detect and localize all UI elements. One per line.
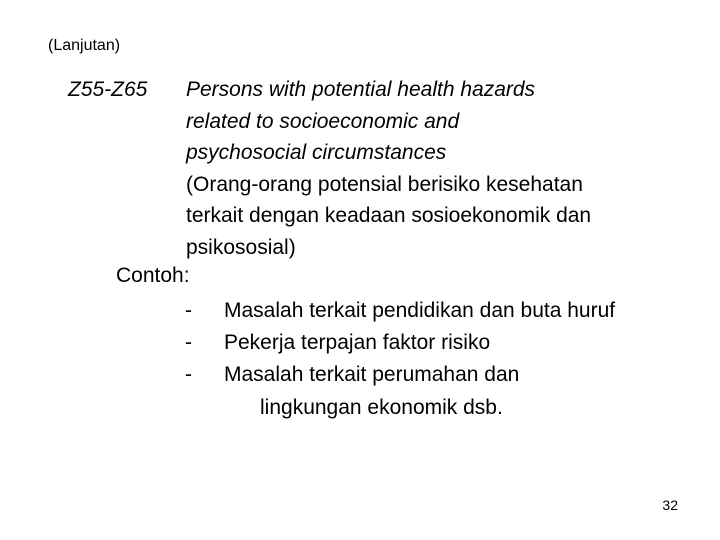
translation-line-3: psikososial)	[186, 236, 296, 259]
example-item-3-continuation: lingkungan ekonomik dsb.	[260, 396, 503, 419]
entry-title-line-1: Persons with potential health hazards	[186, 78, 536, 101]
translation-line-1: (Orang-orang potensial berisiko kesehatan	[186, 173, 583, 196]
example-item-3: Masalah terkait perumahan dan	[224, 363, 520, 386]
page-number: 32	[662, 497, 678, 513]
icd-code-range: Z55-Z65	[68, 78, 148, 101]
continued-label: (Lanjutan)	[48, 37, 121, 54]
entry-title-line-3: psychosocial circumstances	[186, 141, 447, 164]
examples-label: Contoh:	[116, 264, 190, 287]
entry-title-line-2: related to socioeconomic and	[186, 110, 460, 133]
bullet-dash: -	[185, 331, 192, 354]
bullet-dash: -	[185, 363, 192, 386]
example-item-2: Pekerja terpajan faktor risiko	[224, 331, 491, 354]
translation-line-2: terkait dengan keadaan sosioekonomik dan	[186, 204, 592, 227]
bullet-dash: -	[185, 299, 192, 322]
example-item-1: Masalah terkait pendidikan dan buta huruf	[224, 299, 616, 322]
